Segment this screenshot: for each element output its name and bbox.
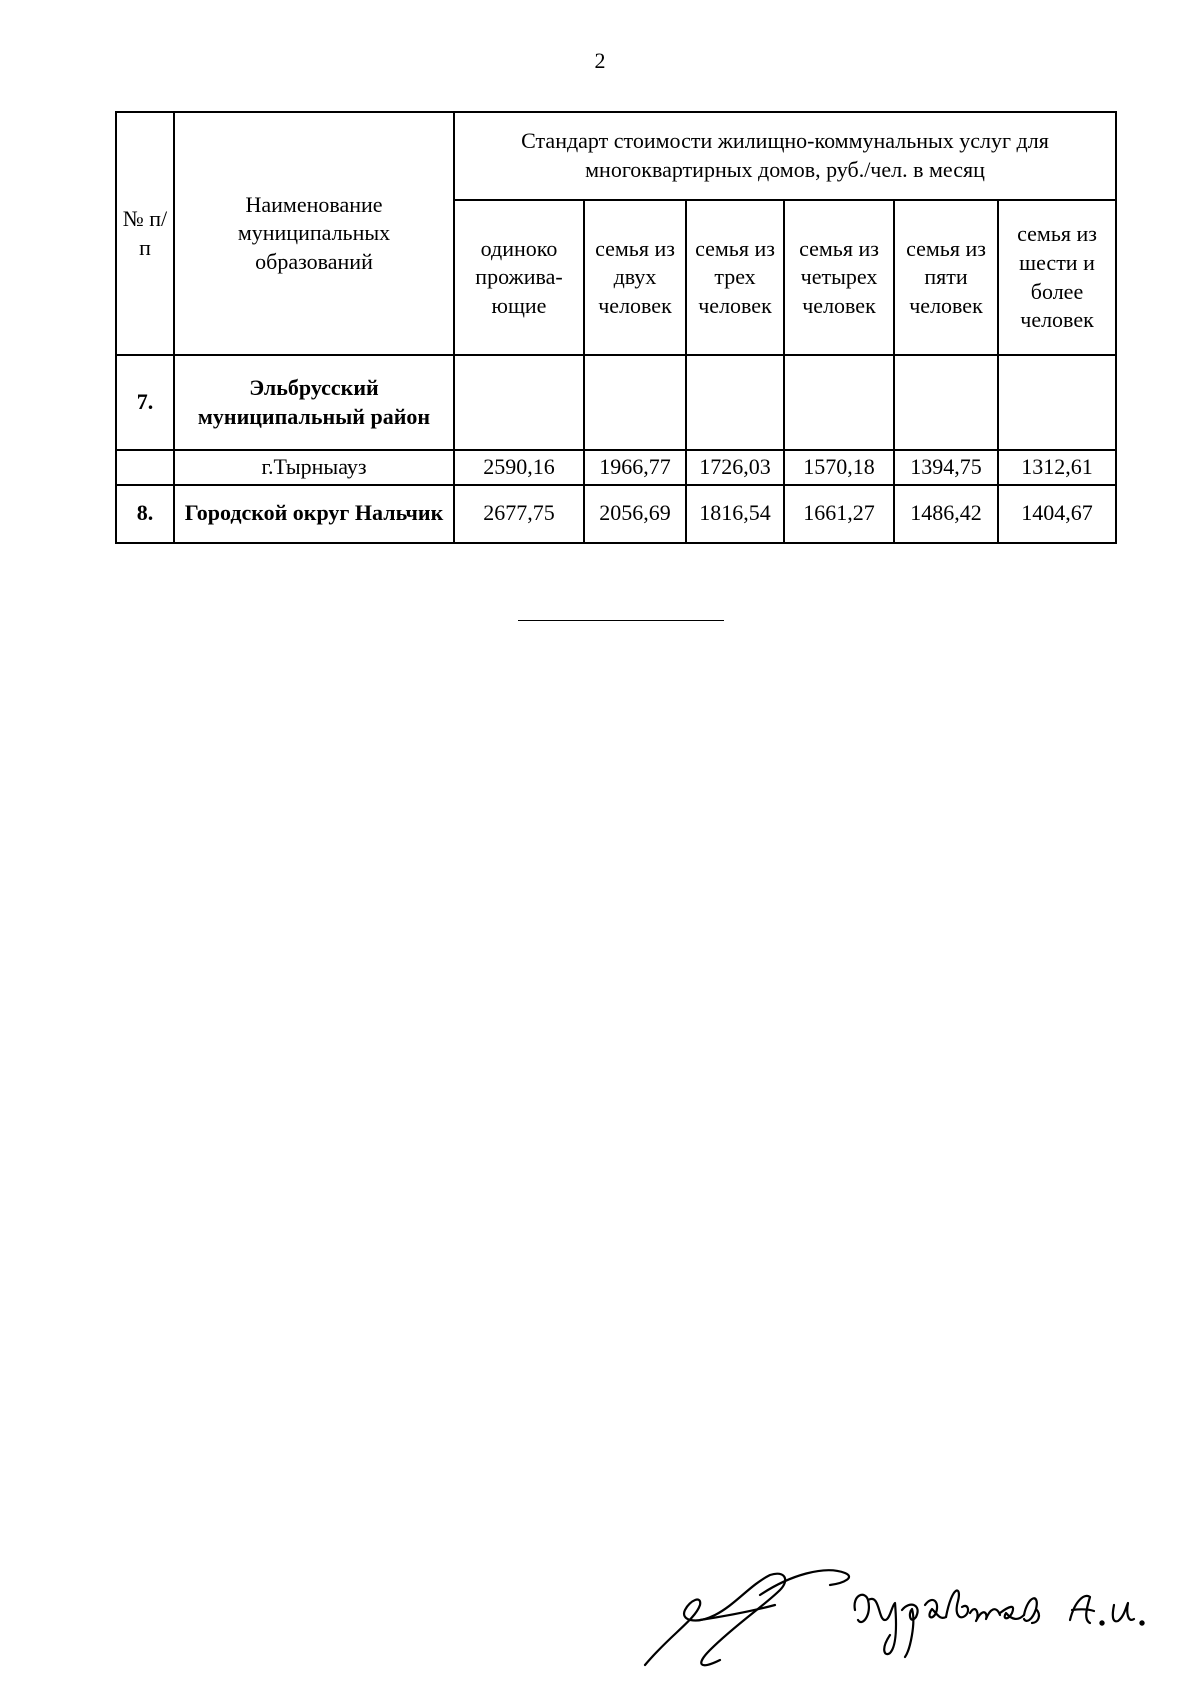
row-number [116, 450, 174, 485]
header-group: Стандарт стоимости жилищно-коммунальных услуг для многоквартирных домов, руб./чел. в месяц [454, 112, 1116, 200]
row-name: Городской округ Нальчик [174, 485, 454, 543]
table-row [116, 485, 1116, 543]
header-column: семья из шести и более человек [998, 200, 1116, 355]
value-cell: 1394,75 [894, 450, 998, 485]
value-cell: 1726,03 [686, 450, 784, 485]
value-cell: 1404,67 [998, 485, 1116, 543]
header-column: семья из двух человек [584, 200, 686, 355]
value-cell [454, 355, 584, 450]
value-cell: 2677,75 [454, 485, 584, 543]
header-column: семья из пяти человек [894, 200, 998, 355]
value-cell: 1966,77 [584, 450, 686, 485]
value-cell [784, 355, 894, 450]
header-number: № п/п [116, 112, 174, 355]
value-cell [584, 355, 686, 450]
value-cell: 1570,18 [784, 450, 894, 485]
page-number: 2 [594, 48, 606, 73]
table-row [116, 450, 1116, 485]
value-cell [686, 355, 784, 450]
value-cell: 2056,69 [584, 485, 686, 543]
header-column: семья из четырех человек [784, 200, 894, 355]
value-cell [998, 355, 1116, 450]
handwritten-signature [640, 1565, 1160, 1675]
value-cell: 1312,61 [998, 450, 1116, 485]
value-cell [894, 355, 998, 450]
separator-line [518, 620, 724, 621]
row-number: 7. [116, 355, 174, 450]
cost-standard-table [115, 111, 1117, 544]
header-name: Наименование муниципальных образований [174, 112, 454, 355]
table-row [116, 355, 1116, 450]
value-cell: 1661,27 [784, 485, 894, 543]
row-number: 8. [116, 485, 174, 543]
value-cell: 1486,42 [894, 485, 998, 543]
header-column: семья из трех человек [686, 200, 784, 355]
row-name: Эльбрусский муниципальный район [174, 355, 454, 450]
value-cell: 1816,54 [686, 485, 784, 543]
row-name: г.Тырныауз [174, 450, 454, 485]
header-column: одиноко прожива-ющие [454, 200, 584, 355]
value-cell: 2590,16 [454, 450, 584, 485]
